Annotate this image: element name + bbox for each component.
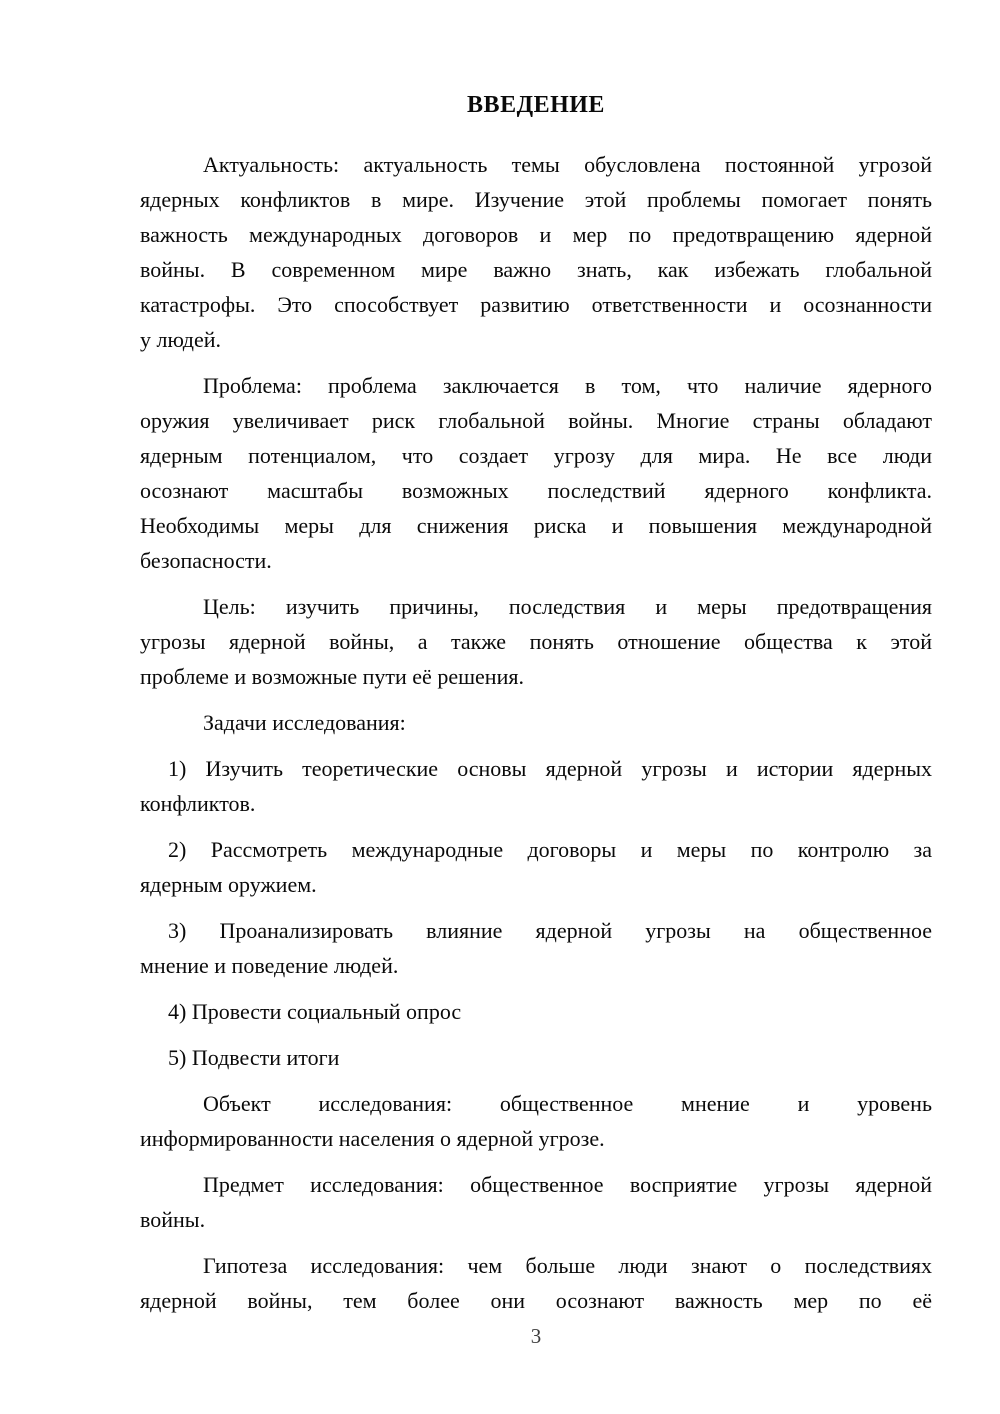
paragraph-subject — [140, 1167, 932, 1237]
paragraph-goal-line: угрозы ядерной войны, а также понять отношение общества к этой — [140, 629, 932, 654]
paragraph-relevance — [140, 147, 932, 357]
paragraph-tasks-heading — [140, 705, 932, 740]
paragraph-relevance-line: войны. В современном мире важно знать, как избежать глобальной — [140, 257, 932, 282]
paragraph-problem-line: Проблема: проблема заключается в том, что наличие ядерного — [203, 373, 932, 398]
paragraph-subject-line: Предмет исследования: общественное восприятие угрозы ядерной — [203, 1172, 932, 1197]
paragraph-problem-line: ядерным потенциалом, что создает угрозу для мира. Не все люди — [140, 443, 932, 468]
paragraph-problem-line: безопасности. — [140, 548, 272, 573]
paragraph-goal-line: проблеме и возможные пути её решения. — [140, 664, 524, 689]
paragraph-object-line: информированности населения о ядерной угрозе. — [140, 1126, 605, 1151]
paragraph-relevance-line: важность международных договоров и мер по предотвращению ядерной — [140, 222, 932, 247]
paragraph-subject-line: войны. — [140, 1207, 206, 1232]
list-item-1-line: 1) Изучить теоретические основы ядерной угрозы и истории ядерных — [168, 756, 932, 781]
list-item-2-line: ядерным оружием. — [140, 872, 317, 897]
paragraph-tasks-heading-line: Задачи исследования: — [203, 710, 406, 735]
paragraph-hypothesis — [140, 1248, 932, 1318]
list-item-2-line: 2) Рассмотреть международные договоры и меры по контролю за — [168, 837, 932, 862]
list-item-2 — [140, 832, 932, 902]
page-number: 3 — [530, 1324, 542, 1348]
paragraph-problem-line: осознают масштабы возможных последствий ядерного конфликта. — [140, 478, 932, 503]
paragraph-relevance-line: у людей. — [140, 327, 222, 352]
paragraph-problem-line: оружия увеличивает риск глобальной войны. Многие страны обладают — [140, 408, 932, 433]
list-item-3-line: 3) Проанализировать влияние ядерной угрозы на общественное — [168, 918, 932, 943]
paragraph-relevance-line: ядерных конфликтов в мире. Изучение этой проблемы помогает понять — [140, 187, 932, 212]
section-title: ВВЕДЕНИЕ — [467, 92, 605, 118]
list-item-4 — [140, 994, 932, 1029]
list-item-5-line: 5) Подвести итоги — [168, 1045, 340, 1070]
paragraph-relevance-line: катастрофы. Это способствует развитию ответственности и осознанности — [140, 292, 932, 317]
paragraph-hypothesis-line: Гипотеза исследования: чем больше люди знают о последствиях — [203, 1253, 932, 1278]
document-body — [140, 147, 932, 1318]
list-item-4-line: 4) Провести социальный опрос — [168, 999, 462, 1024]
paragraph-problem — [140, 368, 932, 578]
paragraph-hypothesis-line: ядерной войны, тем более они осознают важность мер по её — [140, 1288, 932, 1313]
paragraph-problem-line: Необходимы меры для снижения риска и повышения международной — [140, 513, 932, 538]
list-item-3 — [140, 913, 932, 983]
paragraph-goal-line: Цель: изучить причины, последствия и меры предотвращения — [203, 594, 932, 619]
paragraph-object — [140, 1086, 932, 1156]
paragraph-object-line: Объект исследования: общественное мнение и уровень — [203, 1091, 932, 1116]
list-item-5 — [140, 1040, 932, 1075]
paragraph-goal — [140, 589, 932, 694]
paragraph-relevance-line: Актуальность: актуальность темы обусловлена постоянной угрозой — [203, 152, 932, 177]
list-item-3-line: мнение и поведение людей. — [140, 953, 399, 978]
list-item-1 — [140, 751, 932, 821]
list-item-1-line: конфликтов. — [140, 791, 256, 816]
document-content — [140, 88, 932, 1329]
